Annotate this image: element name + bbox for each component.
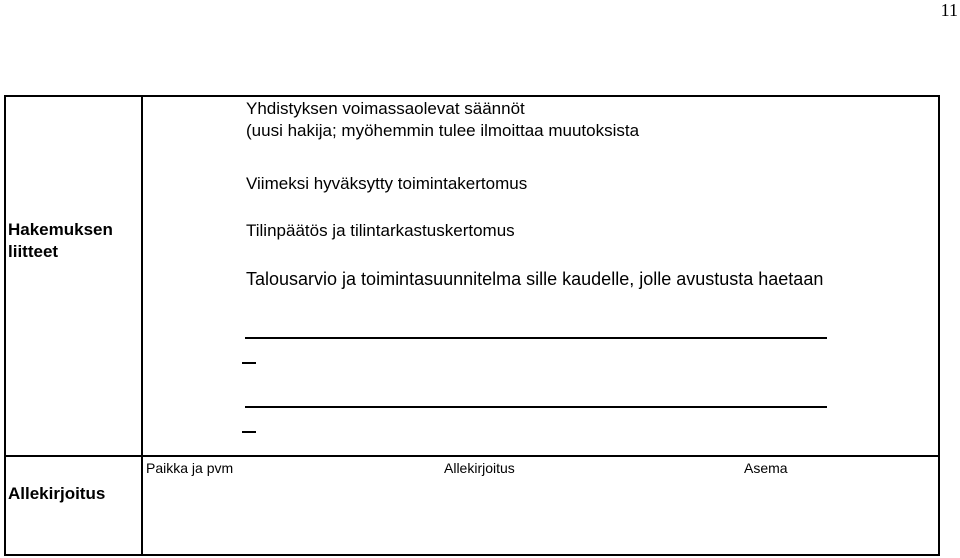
- blank-line-end: [242, 431, 256, 433]
- blank-line-end: [242, 362, 256, 364]
- application-attachments-table: [4, 95, 940, 556]
- blank-line: [245, 406, 827, 408]
- attachment-item-financial-statements: Tilinpäätös ja tilintarkastuskertomus: [246, 221, 515, 240]
- place-date-field-label: Paikka ja pvm: [146, 460, 234, 476]
- attachments-row-label: Hakemuksen liitteet: [8, 220, 113, 261]
- signature-field-label: Allekirjoitus: [444, 460, 515, 476]
- row-divider: [6, 455, 938, 457]
- position-field-label: Asema: [744, 460, 788, 476]
- signature-row-label: Allekirjoitus: [8, 484, 106, 503]
- attachment-item-rules-note: (uusi hakija; myöhemmin tulee ilmoittaa muutoksista: [246, 121, 640, 140]
- page-number: 11: [940, 0, 958, 20]
- blank-line: [245, 337, 827, 339]
- attachment-item-rules: Yhdistyksen voimassaolevat säännöt: [246, 99, 525, 118]
- attachment-item-annual-report: Viimeksi hyväksytty toimintakertomus: [246, 174, 528, 193]
- attachment-item-budget-plan: Talousarvio ja toimintasuunnitelma sille kaudelle, jolle avustusta haetaan: [246, 269, 824, 289]
- column-divider: [141, 97, 143, 554]
